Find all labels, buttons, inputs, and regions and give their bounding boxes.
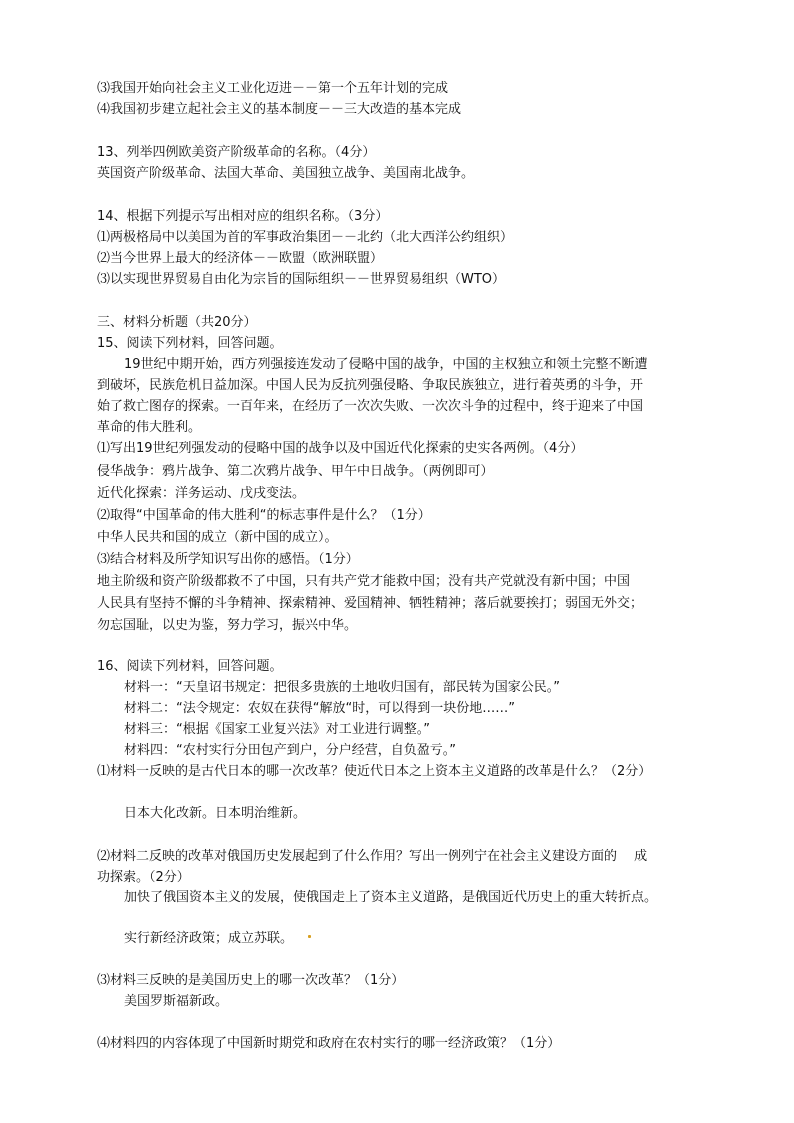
material-line: 材料一：“天皇诏书规定：把很多贵族的土地收归国有，部民转为国家公民。” xyxy=(124,680,560,695)
question-heading: 15、阅读下列材料，回答问题。 xyxy=(97,336,283,351)
sub-question: ⑷材料四的内容体现了中国新时期党和政府在农村实行的哪一经济政策？（1分） xyxy=(97,1036,561,1051)
text-line: ⑵当今世界上最大的经济体－－欧盟（欧洲联盟） xyxy=(97,251,384,266)
material-paragraph: 到破坏，民族危机日益加深。中国人民为反抗列强侵略、争取民族独立，进行着英勇的斗争，开 xyxy=(97,378,644,393)
text-line: ⑴两极格局中以美国为首的军事政治集团－－北约（北大西洋公约组织） xyxy=(97,230,514,245)
stray-mark xyxy=(308,935,311,938)
sub-question: ⑵取得“中国革命的伟大胜利“的标志事件是什么？（1分） xyxy=(97,508,431,523)
question-heading: 14、根据下列提示写出相对应的组织名称。（3分） xyxy=(97,209,389,224)
answer-line: 实行新经济政策；成立苏联。 xyxy=(124,931,294,946)
answer-line: 加快了俄国资本主义的发展，使俄国走上了资本主义道路，是俄国近代历史上的重大转折点。 xyxy=(124,890,658,905)
material-line: 材料三：“根据《国家工业复兴法》对工业进行调整。” xyxy=(124,722,430,737)
material-paragraph: 19世纪中期开始，西方列强接连发动了侵略中国的战争，中国的主权独立和领土完整不断遭 xyxy=(124,357,648,372)
answer-line: 美国罗斯福新政。 xyxy=(124,994,229,1009)
text-line: ⑷我国初步建立起社会主义的基本制度－－三大改造的基本完成 xyxy=(97,102,462,117)
sub-question: ⑴写出19世纪列强发动的侵略中国的战争以及中国近代化探索的史实各两例。（4分） xyxy=(97,441,584,456)
sub-question: 功探索。（2分） xyxy=(97,870,190,885)
text-line: ⑶我国开始向社会主义工业化迈进－－第一个五年计划的完成 xyxy=(97,81,449,96)
answer-line: 侵华战争：鸦片战争、第二次鸦片战争、甲午中日战争。（两例即可） xyxy=(97,464,494,479)
answer-line: 中华人民共和国的成立（新中国的成立）。 xyxy=(97,530,338,545)
section-heading: 三、材料分析题（共20分） xyxy=(97,315,257,330)
sub-question: ⑵材料二反映的改革对俄国历史发展起到了什么作用？写出一例列宁在社会主义建设方面的 成 xyxy=(97,849,648,864)
sub-question: ⑶材料三反映的是美国历史上的哪一次改革？（1分） xyxy=(97,973,405,988)
material-line: 材料二：“法令规定：农奴在获得“解放“时，可以得到一块份地……” xyxy=(124,701,515,716)
text-line: ⑶以实现世界贸易自由化为宗旨的国际组织－－世界贸易组织（WTO） xyxy=(97,272,506,287)
sub-question: ⑶结合材料及所学知识写出你的感悟。（1分） xyxy=(97,552,359,567)
answer-line: 人民具有坚持不懈的斗争精神、探索精神、爱国精神、牺牲精神；落后就要挨打；弱国无外交； xyxy=(97,596,644,611)
answer-line: 勿忘国耻，以史为鉴，努力学习，振兴中华。 xyxy=(97,618,358,633)
answer-line: 地主阶级和资产阶级都救不了中国，只有共产党才能救中国；没有共产党就没有新中国；中国 xyxy=(97,574,631,589)
material-paragraph: 始了救亡图存的探索。一百年来，在经历了一次次失败、一次次斗争的过程中，终于迎来了中国 xyxy=(97,399,644,414)
sub-question: ⑴材料一反映的是古代日本的哪一次改革？使近代日本之上资本主义道路的改革是什么？（2分） xyxy=(97,764,652,779)
material-line: 材料四：“农村实行分田包产到户，分户经营，自负盈亏。” xyxy=(124,743,456,758)
question-heading: 13、列举四例欧美资产阶级革命的名称。（4分） xyxy=(97,145,376,160)
answer-line: 英国资产阶级革命、法国大革命、美国独立战争、美国南北战争。 xyxy=(97,166,475,181)
material-paragraph: 革命的伟大胜利。 xyxy=(97,420,202,435)
answer-line: 日本大化改新。日本明治维新。 xyxy=(124,806,307,821)
answer-line: 近代化探索：洋务运动、戊戌变法。 xyxy=(97,486,306,501)
question-heading: 16、阅读下列材料，回答问题。 xyxy=(97,659,283,674)
